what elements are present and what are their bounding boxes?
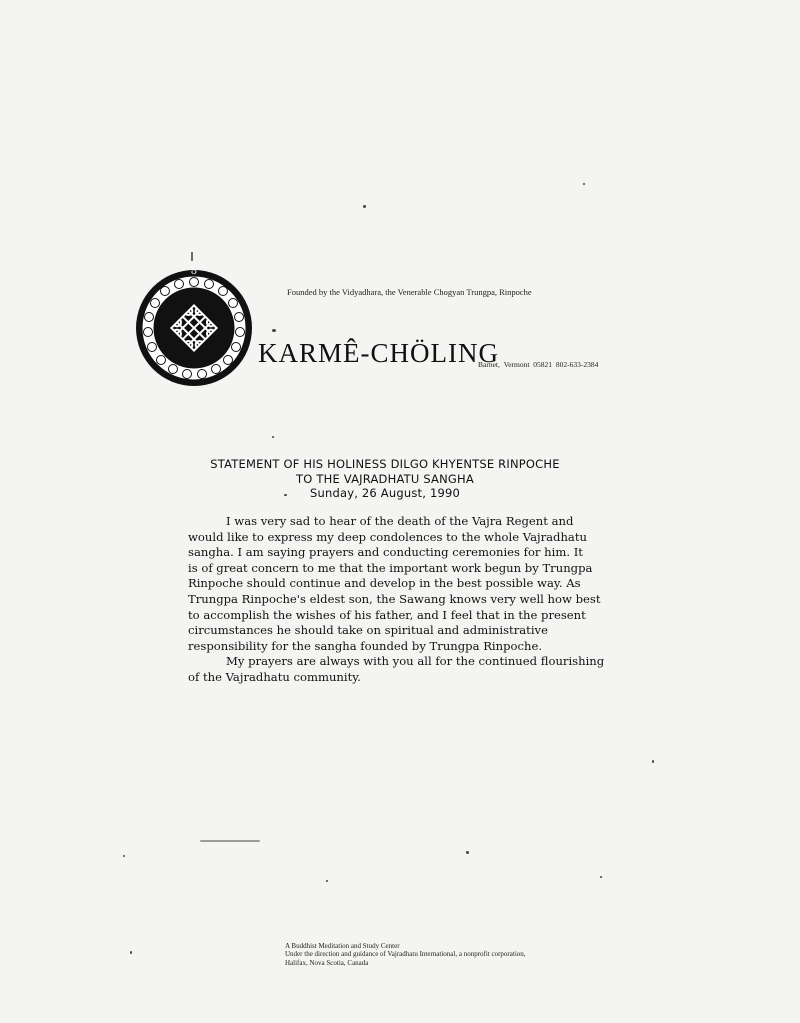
footer-line: Halifax, Nova Scotia, Canada bbox=[285, 958, 369, 967]
scan-speck bbox=[272, 436, 274, 438]
organization-name: KARMÊ-CHÖLING bbox=[258, 338, 499, 368]
body-line: would like to express my deep condolences to the whole Vajradhatu bbox=[188, 529, 587, 544]
body-line: circumstances he should take on spiritual and administrative bbox=[188, 623, 548, 638]
statement-subtitle: TO THE VAJRADHATU SANGHA bbox=[296, 471, 474, 486]
scan-speck bbox=[123, 855, 125, 857]
scan-speck bbox=[600, 876, 602, 878]
body-line: of the Vajradhatu community. bbox=[188, 669, 361, 684]
body-line: is of great concern to me that the important work begun by Trungpa bbox=[188, 560, 593, 575]
scan-speck bbox=[272, 329, 276, 332]
address-phone: Barnet, Vermont 05821 802-633-2384 bbox=[478, 360, 599, 369]
statement-date: Sunday, 26 August, 1990 bbox=[309, 486, 461, 500]
founded-by-line: Founded by the Vidyadhara, the Venerable Chogyan Trungpa, Rinpoche bbox=[287, 287, 532, 297]
scan-speck bbox=[363, 205, 366, 208]
scan-speck bbox=[652, 760, 654, 763]
body-line: Rinpoche should continue and develop in the best possible way. As bbox=[188, 576, 581, 591]
footer-line: Under the direction and guidance of Vajradhatu International, a nonprofit corporation, bbox=[285, 950, 526, 959]
body-line: My prayers are always with you all for the continued flourishing bbox=[226, 654, 605, 669]
statement-heading bbox=[200, 457, 570, 501]
scan-speck bbox=[326, 880, 328, 882]
body-line: I was very sad to hear of the death of the Vajra Regent and bbox=[226, 514, 574, 528]
footer-line: A Buddhist Meditation and Study Center bbox=[285, 942, 400, 950]
scan-speck bbox=[583, 183, 585, 185]
body-line: responsibility for the sangha founded by Trungpa Rinpoche. bbox=[188, 638, 543, 653]
body-line: to accomplish the wishes of his father, and I feel that in the present bbox=[188, 607, 586, 622]
statement-body bbox=[188, 514, 613, 686]
statement-title: STATEMENT OF HIS HOLINESS DILGO KHYENTSE RINPOCHE bbox=[210, 457, 560, 471]
scan-speck bbox=[130, 951, 132, 954]
svg-text:ઠ: ઠ bbox=[191, 266, 197, 277]
scan-speck bbox=[284, 494, 287, 496]
body-line: Trungpa Rinpoche's eldest son, the Sawang knows very well how best bbox=[188, 591, 601, 606]
body-line: sangha. I am saying prayers and conducting ceremonies for him. It bbox=[188, 545, 583, 560]
scan-speck bbox=[466, 851, 469, 854]
endless-knot-emblem-icon bbox=[132, 252, 257, 389]
scan-speck bbox=[200, 840, 260, 842]
letterhead-footer bbox=[285, 942, 526, 967]
